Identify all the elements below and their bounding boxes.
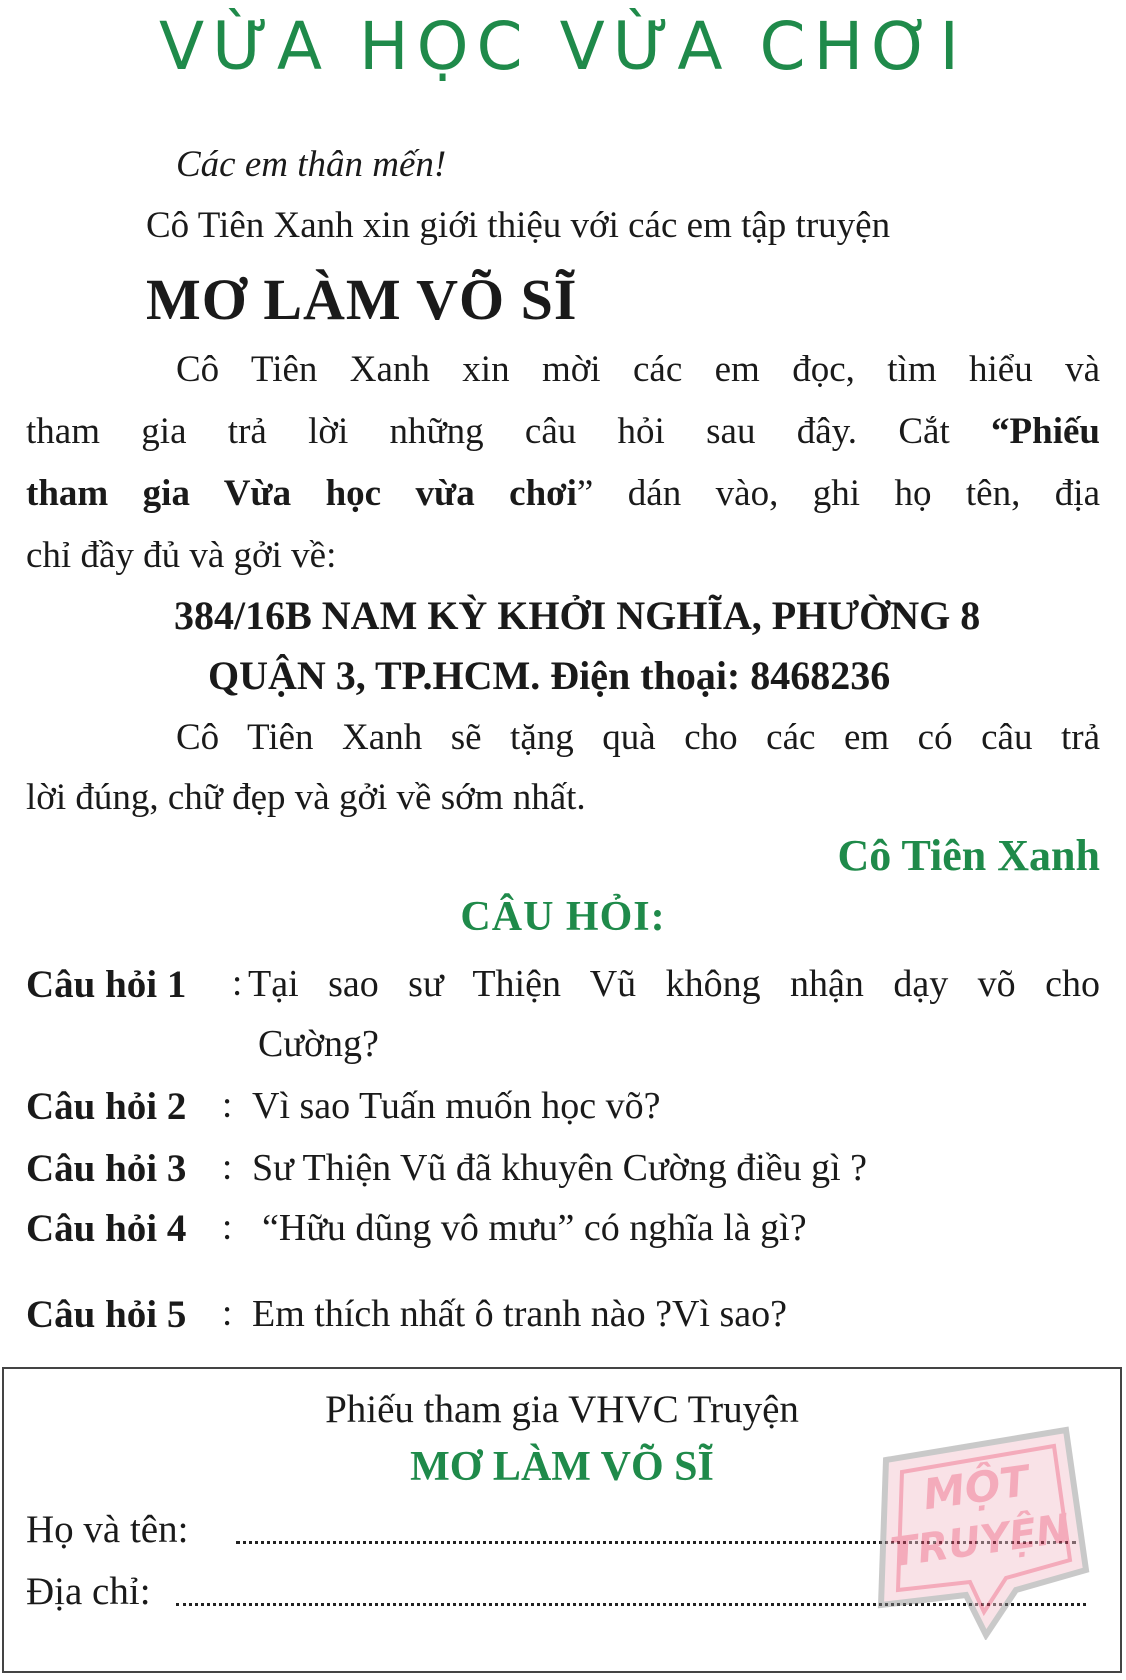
questions-heading: CÂU HỎI: [460, 894, 666, 940]
invitation-line-2 [26, 410, 1100, 453]
question-text: Em thích nhất ô tranh nào ?Vì sao? [252, 1293, 788, 1335]
greeting: Các em thân mến! [176, 144, 447, 185]
question-text-continued: Cường? [258, 1023, 379, 1065]
banner-heading: VỪA HỌC VỪA CHƠI [159, 8, 967, 85]
invitation-line-3 [26, 472, 1100, 515]
invitation-line-3-text: ” dán vào, ghi họ tên, địa [576, 473, 1100, 514]
prize-line-1: Cô Tiên Xanh sẽ tặng quà cho các em có câu trả [176, 717, 1100, 758]
question-text: Vì sao Tuấn muốn học võ? [252, 1085, 661, 1127]
signature: Cô Tiên Xanh [837, 831, 1100, 880]
question-colon: : [232, 963, 243, 1004]
question-text: “Hữu dũng vô mưu” có nghĩa là gì? [262, 1207, 807, 1249]
address-field-label: Địa chỉ: [26, 1570, 151, 1613]
watermark-text-line-1: MỘT [920, 1455, 1032, 1520]
invitation-line-2-text: tham gia trả lời những câu hỏi sau đây. Cắt [26, 411, 950, 452]
name-field-label: Họ và tên: [26, 1508, 189, 1551]
book-title: MƠ LÀM VÕ SĨ [146, 267, 578, 332]
question-label: Câu hỏi 2 [26, 1085, 187, 1128]
entry-form-title: MƠ LÀM VÕ SĨ [410, 1444, 714, 1490]
question-text: Tại sao sư Thiện Vũ không nhận dạy võ cho [248, 963, 1100, 1005]
prize-line-2: lời đúng, chữ đẹp và gởi về sớm nhất. [26, 777, 586, 818]
question-colon: : [222, 1085, 233, 1126]
address-line-2: QUẬN 3, TP.HCM. Điện thoại: 8468236 [208, 653, 891, 698]
invitation-line-4: chỉ đầy đủ và gởi về: [26, 535, 337, 576]
question-text: Sư Thiện Vũ đã khuyên Cường điều gì ? [252, 1147, 868, 1189]
question-label: Câu hỏi 3 [26, 1147, 187, 1190]
entry-form-heading: Phiếu tham gia VHVC Truyện [325, 1388, 799, 1431]
question-label: Câu hỏi 1 [26, 963, 187, 1006]
watermark-logo [866, 1420, 1096, 1640]
invitation-line-3-bold: tham gia Vừa học vừa chơi [26, 473, 577, 514]
question-colon: : [222, 1293, 233, 1334]
question-label: Câu hỏi 4 [26, 1207, 187, 1250]
question-label: Câu hỏi 5 [26, 1293, 187, 1336]
address-line-1: 384/16B NAM KỲ KHỞI NGHĨA, PHƯỜNG 8 [174, 593, 981, 638]
question-colon: : [222, 1207, 233, 1248]
intro-line: Cô Tiên Xanh xin giới thiệu với các em tập truyện [146, 205, 891, 246]
watermark-text-line-2: TRUYỆN [887, 1505, 1073, 1577]
question-colon: : [222, 1147, 233, 1188]
invitation-line-2-bold: “Phiếu [991, 411, 1101, 452]
invitation-line-1: Cô Tiên Xanh xin mời các em đọc, tìm hiểu và [176, 349, 1100, 390]
